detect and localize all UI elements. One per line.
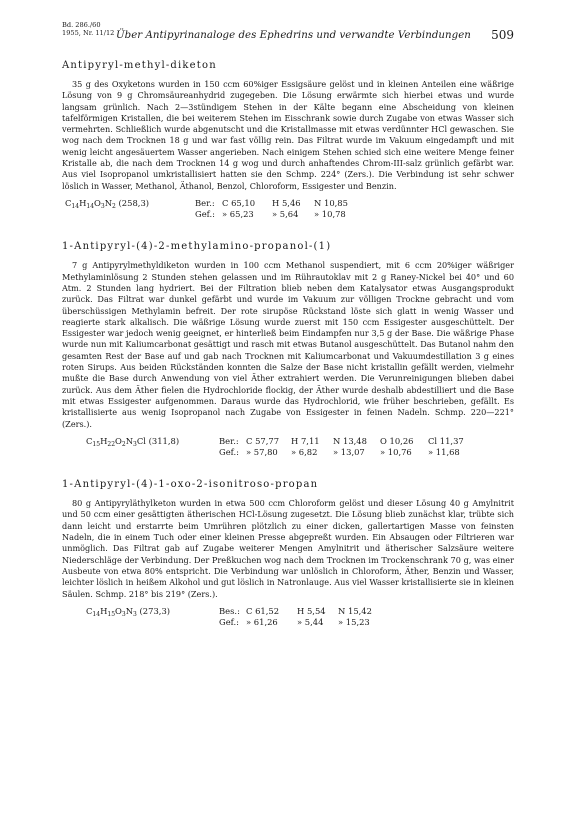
section-paragraph: 35 g des Oxyketons wurden in 150 ccm 60%iger Essigsäure gelöst und in kleinen Anteilen eine wäßrige Lösung von 9 g Chromsäureanhydrid zugegeben. Die Lösung erwärmte sich hierbei etwas und wurde langsam grünlich. Nach 2—3stündigem Stehen in der Kälte begann eine Abscheidung von kleinen tafelförmigen Kristallen, die bei weiterem Stehen im Eisschrank sowie durch Zugabe von etwas Wasser sich vermehrten. Schließlich wurde abgenutscht und die Kristallmasse mit etwas verdünnter HCl gewaschen. Sie wog nach dem Trocknen 18 g und war fast völlig rein. Das Filtrat wurde im Vakuum eingedampft und mit wenig leicht angesäuertem Wasser angerieben. Nach einigem Stehen schied sich eine weitere Menge feiner Kristalle ab, die nach dem Trocknen 14 g wog und durch anhaftendes Chrom-III-salz grünlich gefärbt war. Aus viel Isopropanol umkristallisiert hatten sie den Schmp. 224° (Zers.). Die Verbindung ist sehr schwer löslich in Wasser, Methanol, Äthanol, Benzol, Chloroform, Essigester und Benzin. — [62, 79, 514, 191]
section-paragraph: 80 g Antipyryläthylketon wurden in etwa 500 ccm Chloroform gelöst und dieser Lösung 40 g Amylnitrit und 50 ccm einer gesättigten ätherischen HCl-Lösung zugesetzt. Die Lösung blieb zunächst klar, trübte sich dann leicht und erstarrte beim Umrühren plötzlich zu einer dicken, gallertartigen Masse von feinsten Nadeln, die in einem Tuch oder einer kleinen Presse abgepreßt wurden. Ein Absaugen oder Filtrieren war unmöglich. Das Filtrat gab auf Zugabe weiterer Mengen Amylnitrit und ätherischer Salzsäure weitere Niederschläge der Verbindung. Der Preßkuchen wog nach dem Trocknen im Trockenschrank 70 g, was einer Ausbeute von etwa 80% entspricht. Die Verbindung war unlöslich in Chloroform, Äther, Benzin und Wasser, leichter löslich in heißem Alkohol und gut löslich in Natronlauge. Aus viel Wasser kristallisierte sie in kleinen Säulen. Schmp. 218° bis 219° (Zers.). — [62, 498, 514, 599]
analysis-value: H 5,54 — [297, 605, 326, 616]
analysis-value: » 5,44 — [297, 617, 324, 628]
analysis-label: Bes.: — [219, 605, 240, 616]
analysis-value: » 65,23 — [222, 209, 254, 220]
volume-line: Bd. 286./60 — [62, 21, 101, 29]
section-isonitroso-propan — [62, 479, 514, 628]
analysis-formula: $C_{14}H_{14}O_3N_2$ (258,3) — [65, 197, 150, 210]
analysis-value: N 15,42 — [338, 605, 372, 616]
issue-line: 1955, Nr. 11/12 — [62, 28, 115, 37]
analysis-label: Gef.: — [219, 617, 239, 628]
analysis-row-calculated — [62, 436, 514, 447]
analysis-value: H 5,46 — [272, 197, 301, 208]
running-title: Über Antipyrinanaloge des Ephedrins und verwandte Verbindungen — [116, 30, 471, 41]
elemental-analysis — [62, 436, 514, 458]
analysis-value: C 57,77 — [246, 435, 280, 446]
analysis-value: Cl 11,37 — [428, 435, 464, 446]
analysis-value: » 15,23 — [338, 617, 370, 628]
section-heading: 1-Antipyryl-(4)-1-oxo-2-isonitroso-propan — [62, 479, 319, 491]
analysis-row-found — [62, 617, 514, 628]
page-number: 509 — [491, 28, 514, 42]
analysis-formula: $C_{14}H_{15}O_3N_3$ (273,3) — [86, 605, 171, 618]
analysis-value: N 10,85 — [314, 197, 348, 208]
analysis-value: » 10,78 — [314, 209, 346, 220]
analysis-value: » 10,76 — [380, 446, 412, 457]
analysis-value: C 65,10 — [222, 197, 256, 208]
analysis-label: Ber.: — [219, 435, 239, 446]
section-heading: Antipyryl-methyl-diketon — [62, 60, 217, 71]
section-methylamino-propanol — [62, 241, 514, 458]
elemental-analysis — [62, 606, 514, 628]
analysis-row-found — [62, 209, 514, 220]
analysis-value: » 11,68 — [428, 446, 460, 457]
analysis-value: » 57,80 — [246, 446, 278, 457]
analysis-value: » 6,82 — [291, 446, 318, 457]
analysis-value: » 61,26 — [246, 617, 278, 628]
analysis-value: N 13,48 — [333, 435, 367, 446]
analysis-value: » 5,64 — [272, 209, 299, 220]
analysis-value: » 13,07 — [333, 446, 365, 457]
analysis-row-found — [62, 447, 514, 458]
analysis-value: C 61,52 — [246, 605, 280, 616]
analysis-value: H 7,11 — [291, 435, 320, 446]
analysis-label: Ber.: — [195, 197, 215, 208]
volume-info — [62, 22, 114, 37]
section-antipyryl-methyl-diketon — [62, 60, 514, 220]
analysis-row-calculated — [62, 198, 514, 209]
journal-page — [62, 22, 514, 628]
section-paragraph: 7 g Antipyrylmethyldiketon wurden in 100 ccm Methanol suspendiert, mit 6 ccm 20%iger wäßriger Methylaminlösung 2 Stunden stehen gelassen und im Rührautoklav mit 2 g Raney-Nickel bei 40° und 60 Atm. 2 Stunden lang hydriert. Bei der Filtration blieb neben dem Katalysator etwas Ausgangsprodukt zurück. Das Filtrat war dunkel gefärbt und wurde im Vakuum zur völligen Trockne gebracht und vom überschüssigen Methylamin befreit. Der rote sirupöse Rückstand löste sich glatt in wenig Wasser und reagierte stark alkalisch. Die wäßrige Lösung wurde zuerst mit 150 ccm Essigester ausgeschüttelt. Der Essigester war jedoch wenig geeignet, er hinterließ beim Eindampfen nur 3,5 g der Base. Die wäßrige Phase wurde nun mit Kaliumcarbonat gesättigt und rasch mit etwas Butanol ausgeschüttelt. Das Butanol nahm den gesamten Rest der Base auf und gab nach Trocknen mit Kaliumcarbonat und Vakuumdestillation 3 g eines roten Sirups. Aus beiden Rückständen konnten die Salze der Base nicht kristallin gefällt werden, vielmehr mußte die Base durch Anwendung von viel Äther extrahiert werden. Die Verunreinigungen blieben dabei zurück. Aus dem Äther fielen die Hydrochloride flockig, der Äther wurde deshalb abdestilliert und die Base mit etwas Essigester aufgenommen. Daraus wurde das Hydrochlorid, wie früher beschrieben, gefällt. Es kristallisierte aus wenig Isopropanol nach Zugabe von Essigester in feinen Nadeln. Schmp. 220—221° (Zers.). — [62, 260, 514, 429]
analysis-label: Gef.: — [195, 209, 215, 220]
analysis-value: O 10,26 — [380, 435, 414, 446]
analysis-row-calculated — [62, 606, 514, 617]
running-head — [62, 22, 514, 48]
section-heading: 1-Antipyryl-(4)-2-methylamino-propanol-(1) — [62, 241, 332, 253]
analysis-label: Gef.: — [219, 446, 239, 457]
analysis-formula: $C_{15}H_{22}O_2N_3Cl$ (311,8) — [86, 435, 180, 448]
elemental-analysis — [62, 198, 514, 220]
